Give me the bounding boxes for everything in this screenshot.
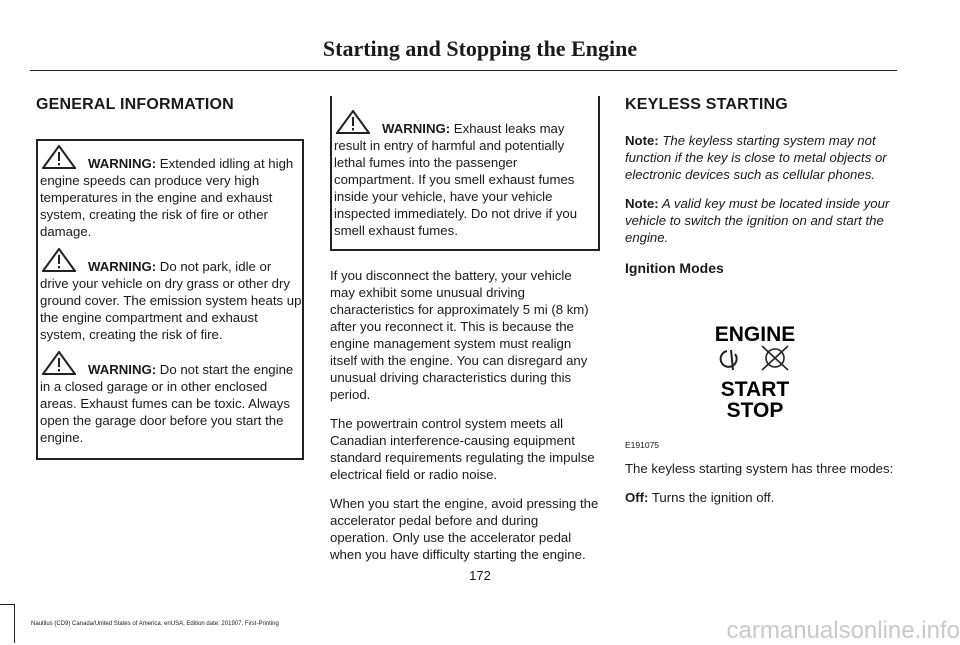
column-keyless-starting [625,96,895,518]
figure-label-start: START [720,378,790,401]
crop-mark [0,604,14,605]
body-paragraph: The keyless starting system has three modes: [625,461,894,476]
warning-triangle-icon [336,110,370,134]
note-paragraph: Note: The keyless starting system may not function if the key is close to metal objects or electronic devices such as cellular phones. [625,133,887,182]
column-general-information [36,96,304,460]
note-paragraph: Note: A valid key must be located inside your vehicle to switch the ignition on and start the engine. [625,196,890,245]
figure-label-stop: STOP [726,399,784,422]
warning-triangle-icon [42,351,76,375]
warning-paragraph: WARNING: Exhaust leaks may result in entry of harmful and potentially lethal fumes into the passenger compartment. If you smell exhaust fumes inside your vehicle, have your vehicle inspected immediately. Do not drive if you smell exhaust fumes. [332,96,598,239]
engine-start-stop-button-illustration [625,294,895,444]
off-mode-paragraph: Off: Turns the ignition off. [625,490,775,505]
body-paragraph: If you disconnect the battery, your vehicle may exhibit some unusual driving characteristics for approximately 5 mi (8 km) after you reconnect it. This is because the engine management system must realign itself with the engine. You can disregard any unusual driving characteristics during this period. [330,268,589,402]
warning-box-general [36,139,304,460]
page-header-title: Starting and Stopping the Engine [322,36,638,61]
header-rule [30,70,897,71]
warning-box-exhaust [330,96,600,251]
crossed-circle-icon [762,346,788,370]
warning-paragraph: WARNING: Do not park, idle or drive your vehicle on dry grass or other dry ground cover. The emission system heats up the engine compartment and exhaust system, creating the risk of fire. [38,240,302,343]
warning-paragraph: WARNING: Do not start the engine in a closed garage or in other enclosed areas. Exhaust fumes can be toxic. Always open the garage door before you start the engine. [38,343,302,446]
power-icon [721,350,737,370]
figure-code: E191075 [625,440,660,450]
footer-edition-text: Nautilus (CD9) Canada/United States of America, enUSA, Edition date: 201907, First-Printing [31,621,279,627]
figure-label-engine: ENGINE [714,323,796,346]
column-exhaust [330,96,600,575]
watermark: carmanualsonline.info [726,617,960,644]
body-paragraph: When you start the engine, avoid pressing the accelerator pedal before and during operation. Only use the accelerator pedal when you have difficulty starting the engine. [330,496,599,562]
crop-mark [14,604,15,643]
warning-triangle-icon [42,145,76,169]
subheading-ignition-modes: Ignition Modes [625,260,724,276]
body-paragraph: The powertrain control system meets all Canadian interference-causing equipment standard requirements regulating the impulse electrical field or radio noise. [330,416,595,482]
warning-triangle-icon [42,248,76,272]
page-number: 172 [469,568,491,583]
engine-start-stop-figure [625,294,895,454]
warning-paragraph: WARNING: Extended idling at high engine speeds can produce very high temperatures in the engine and exhaust system, creating the risk of fire or other damage. [38,141,302,240]
section-heading-keyless-starting: KEYLESS STARTING [625,96,788,113]
section-heading-general-information: GENERAL INFORMATION [36,96,234,113]
